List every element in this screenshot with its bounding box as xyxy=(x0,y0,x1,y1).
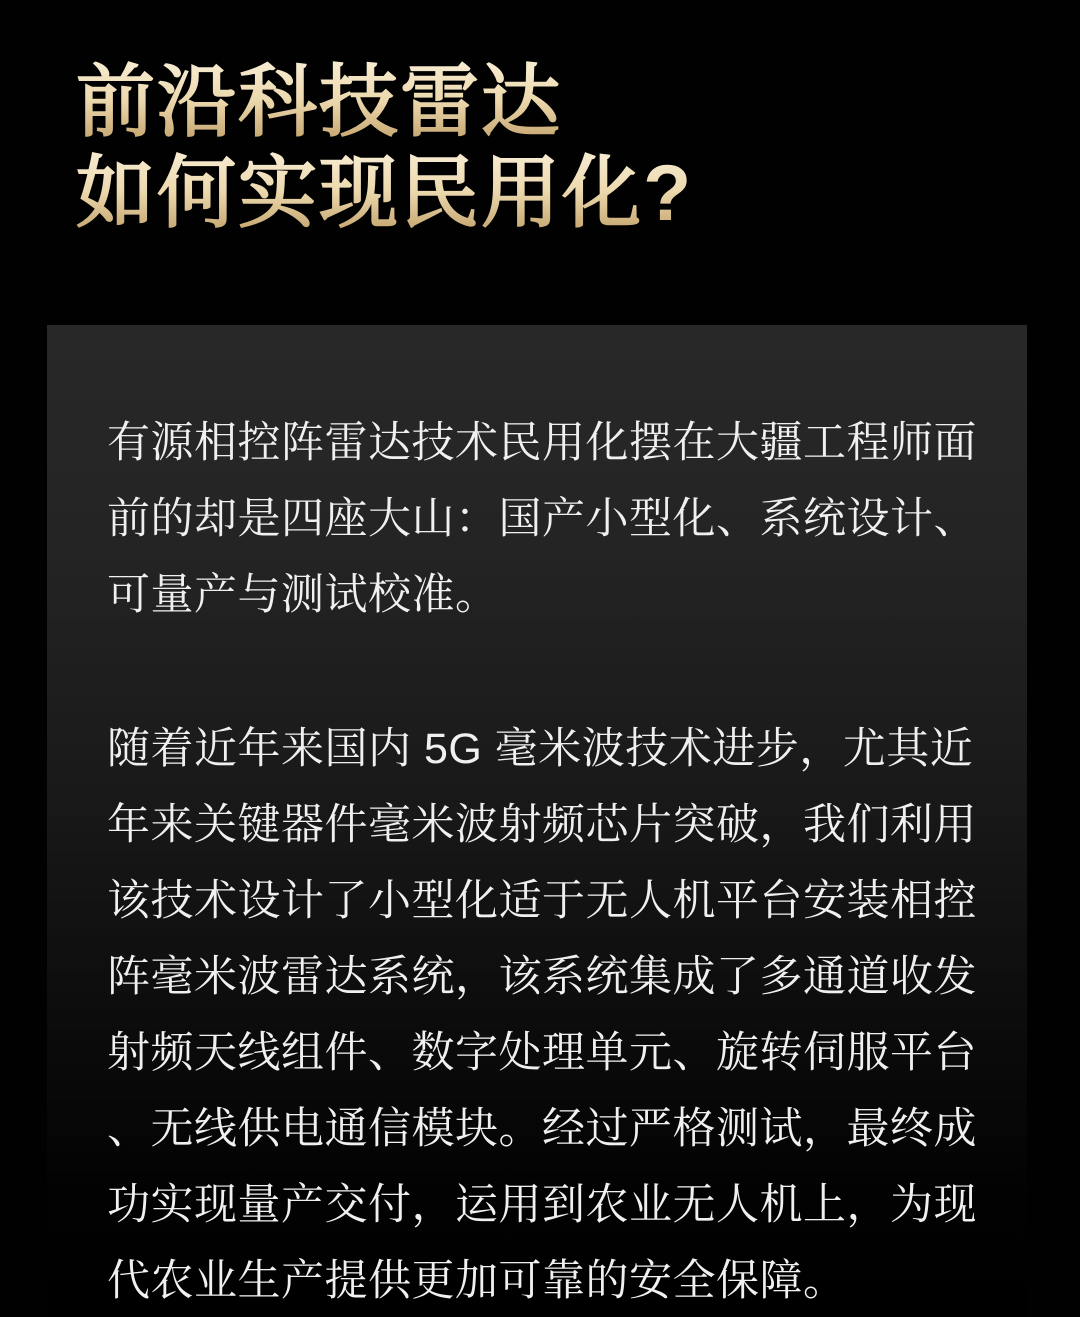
paragraph xyxy=(107,711,977,1317)
paragraph xyxy=(107,405,977,633)
paragraph-line: 前的却是四座大山：国产小型化、系统设计、 xyxy=(107,495,977,543)
content-panel xyxy=(47,325,1027,1317)
paragraph-line: 随着近年来国内 5G 毫米波技术进步，尤其近 xyxy=(107,725,974,773)
paragraph-line: 年来关键器件毫米波射频芯片突破，我们利用 xyxy=(107,801,977,849)
title-line-1: 前沿科技雷达 xyxy=(76,57,562,146)
paragraph-line: 射频天线组件、数字处理单元、旋转伺服平台 xyxy=(107,1029,977,1077)
paragraph-line: 有源相控阵雷达技术民用化摆在大疆工程师面 xyxy=(107,419,977,467)
paragraph-line: 可量产与测试校准。 xyxy=(107,571,499,619)
paragraph-line: 、无线供电通信模块。经过严格测试，最终成 xyxy=(107,1105,977,1153)
paragraph-line: 代农业生产提供更加可靠的安全保障。 xyxy=(107,1257,847,1305)
paragraph-line: 功实现量产交付，运用到农业无人机上，为现 xyxy=(107,1181,977,1229)
article-text xyxy=(107,405,977,1317)
page-title xyxy=(76,56,693,238)
paragraph-line: 阵毫米波雷达系统，该系统集成了多通道收发 xyxy=(107,953,977,1001)
paragraph-line: 该技术设计了小型化适于无人机平台安装相控 xyxy=(107,877,977,925)
title-line-2: 如何实现民用化? xyxy=(76,148,694,237)
